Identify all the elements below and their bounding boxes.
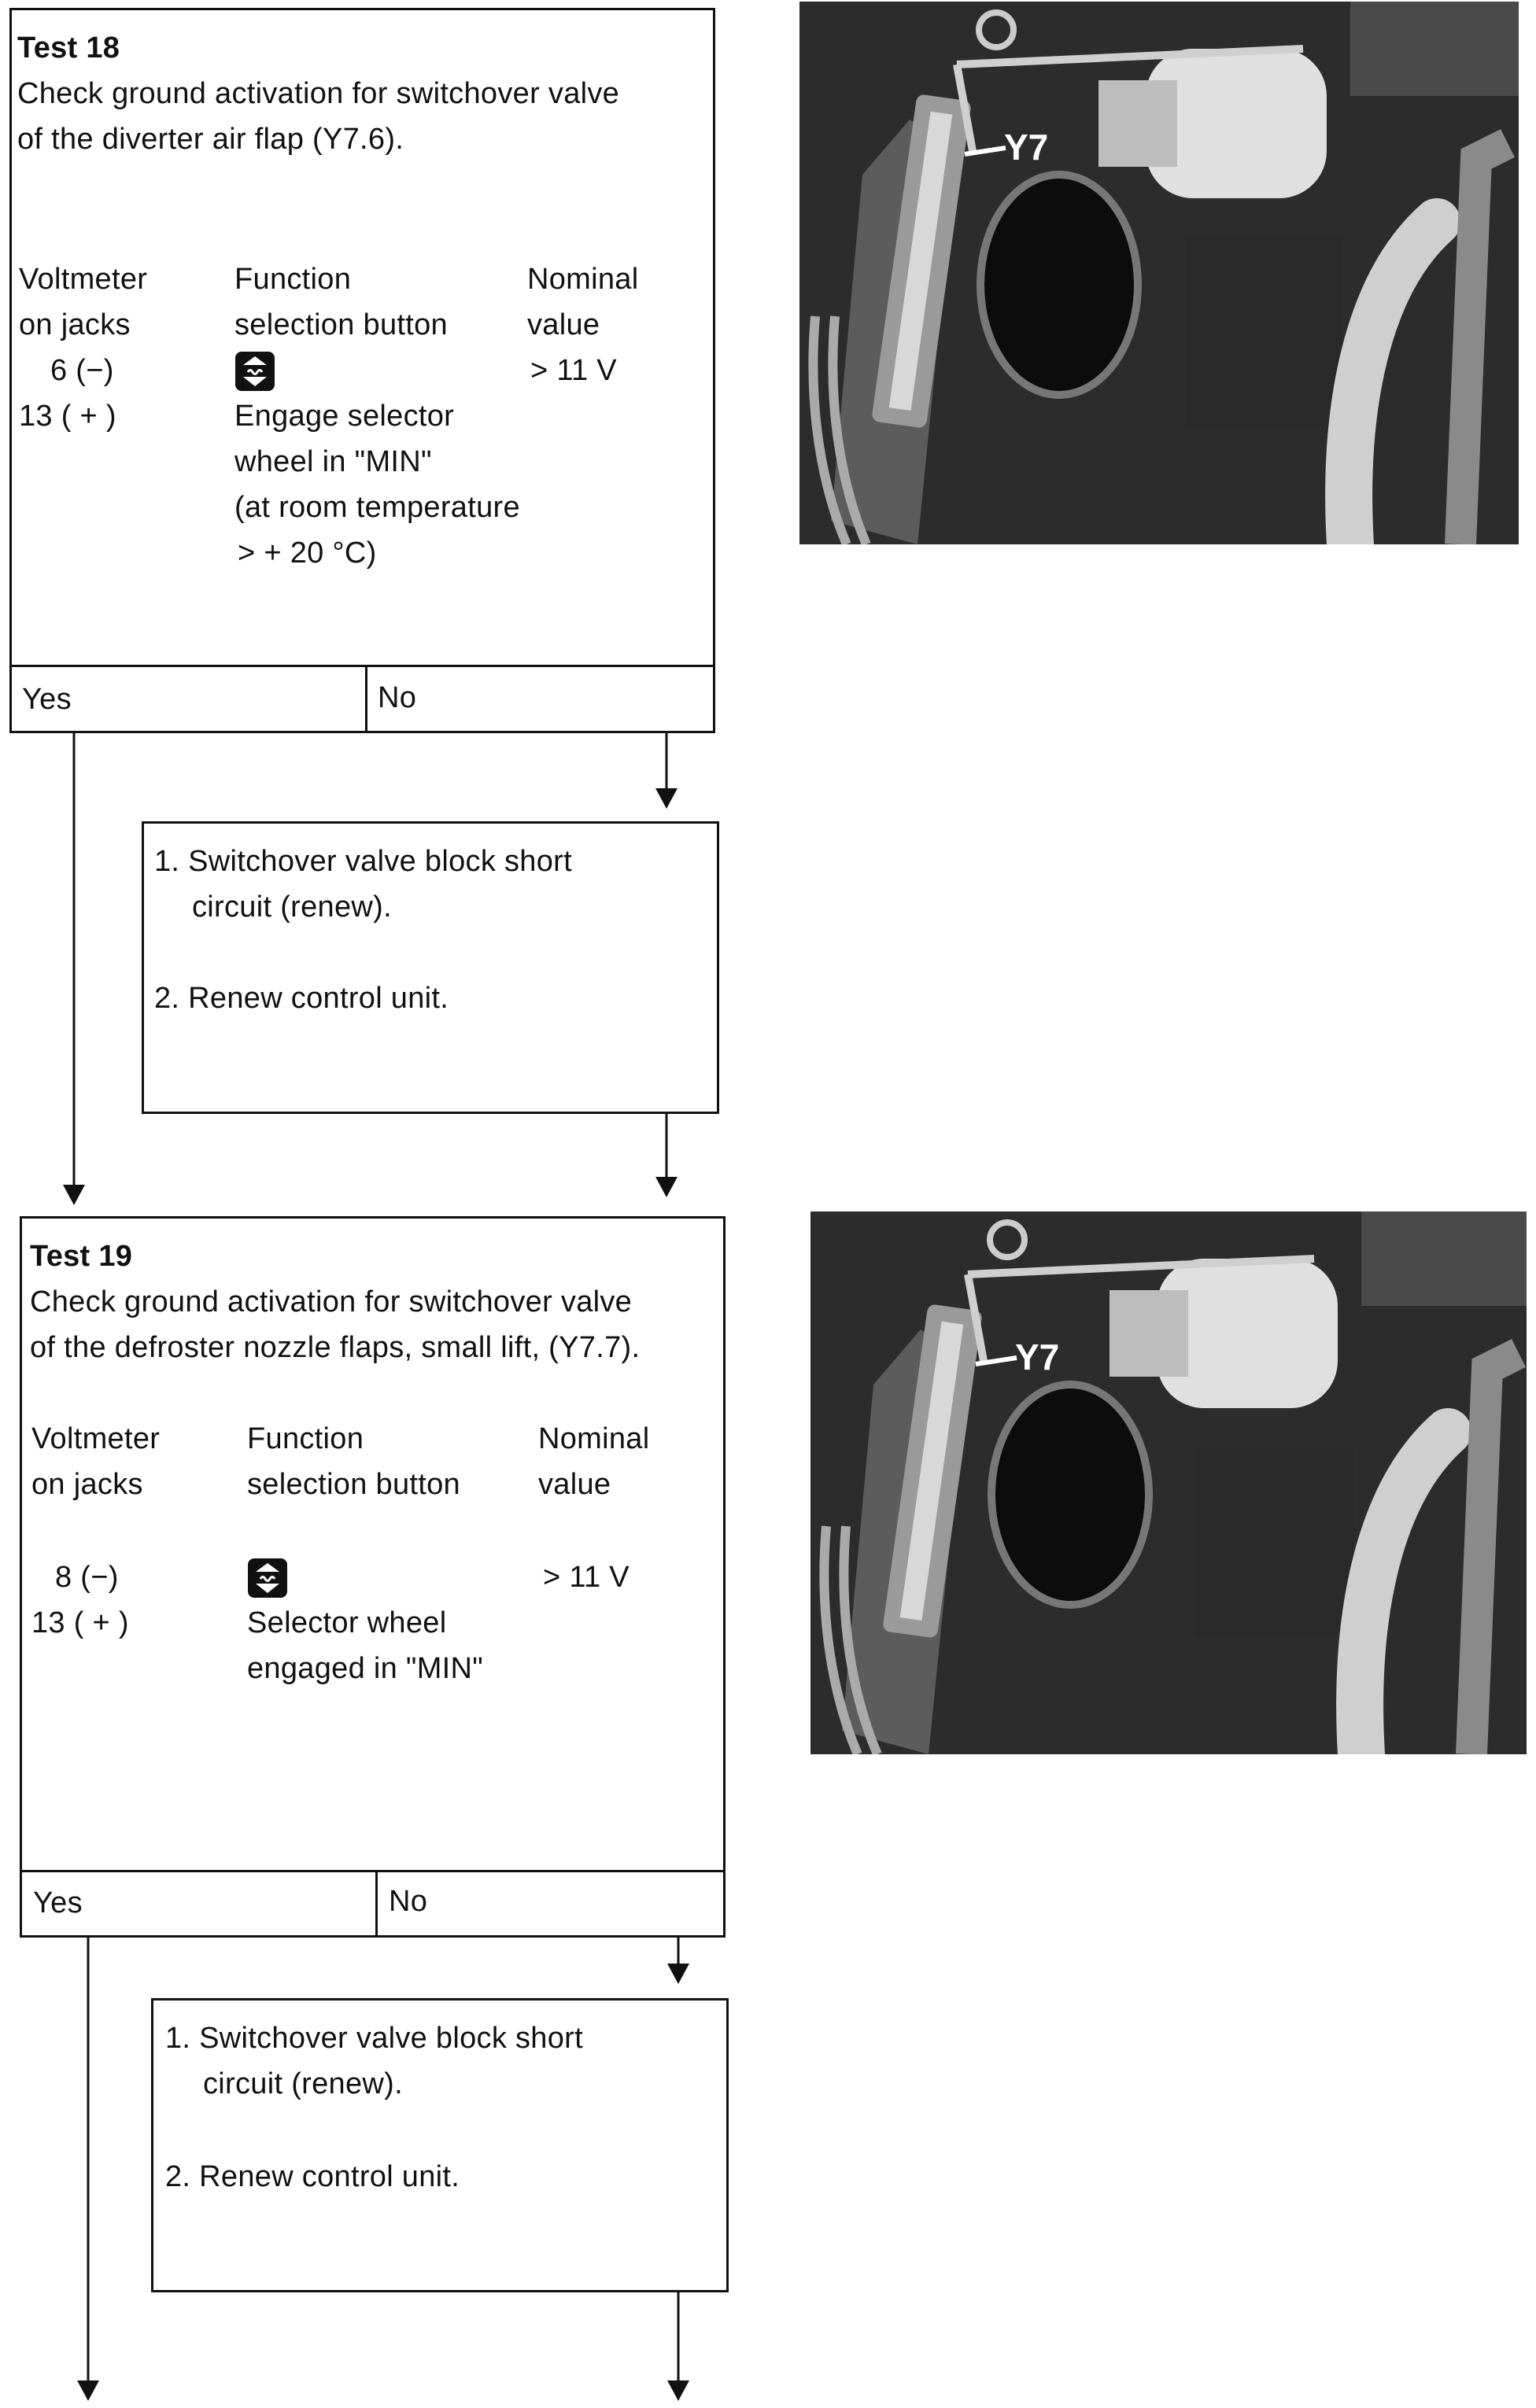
test-18-remedy-line-2: circuit (renew). bbox=[192, 891, 392, 924]
test-19-voltmeter-header-2: on jacks bbox=[31, 1468, 143, 1501]
test-19-remedy-line-2: circuit (renew). bbox=[203, 2067, 403, 2100]
test-18-jack-negative: 6 (−) bbox=[50, 354, 114, 387]
photo-2-label-y7: Y7 bbox=[1015, 1337, 1060, 1377]
valve-block-photo-1 bbox=[799, 2, 1519, 544]
test-18-function-line-4: > + 20 °C) bbox=[238, 537, 377, 570]
valve-block-photo-2 bbox=[810, 1211, 1527, 1754]
test-19-function-line-1: Selector wheel bbox=[247, 1606, 447, 1639]
test-18-function-line-3: (at room temperature bbox=[234, 491, 520, 524]
test-18-function-line-1: Engage selector bbox=[234, 400, 455, 433]
test-18-remedy-line-1: 1. Switchover valve block short bbox=[154, 845, 572, 878]
test-18-remedy-line-3: 2. Renew control unit. bbox=[154, 982, 449, 1015]
test-19-voltmeter-header-1: Voltmeter bbox=[31, 1422, 161, 1455]
test-19-no-arrowhead bbox=[667, 1964, 689, 1984]
defrost-selector-icon bbox=[247, 1558, 288, 1599]
test-19-function-line-2: engaged in "MIN" bbox=[247, 1652, 484, 1685]
test-19-yes-label: Yes bbox=[33, 1886, 83, 1919]
test-18-voltmeter-header-2: on jacks bbox=[19, 308, 131, 341]
test-18-nominal-header-2: value bbox=[527, 308, 600, 341]
test-19-remedy-line-3: 2. Renew control unit. bbox=[165, 2160, 460, 2193]
test-18-jack-positive: 13 ( + ) bbox=[19, 400, 116, 433]
test-19-remedy-line-1: 1. Switchover valve block short bbox=[165, 2022, 583, 2055]
test-19-jack-positive: 13 ( + ) bbox=[31, 1606, 129, 1639]
test-19-answer-divider bbox=[375, 1870, 378, 1935]
test-18-function-header-1: Function bbox=[234, 263, 352, 296]
test-19-no-label: No bbox=[389, 1885, 428, 1918]
test-19-function-header-1: Function bbox=[247, 1422, 364, 1455]
test-19-remedy-arrowhead bbox=[667, 2380, 689, 2401]
test-18-no-label: No bbox=[378, 681, 417, 714]
test-19-nominal-header-2: value bbox=[538, 1468, 611, 1501]
test-18-no-arrowhead bbox=[655, 788, 678, 809]
test-18-remedy-arrowhead bbox=[655, 1177, 678, 1197]
test-18-function-header-2: selection button bbox=[234, 308, 448, 341]
test-19-nominal-header-1: Nominal bbox=[538, 1422, 650, 1455]
test-18-description-line-2: of the diverter air flap (Y7.6). bbox=[17, 123, 404, 156]
test-18-answer-row bbox=[12, 665, 713, 731]
test-19-function-header-2: selection button bbox=[247, 1468, 460, 1501]
test-18-answer-divider bbox=[365, 665, 367, 731]
test-18-title: Test 18 bbox=[17, 31, 120, 65]
test-19-title: Test 19 bbox=[30, 1240, 133, 1273]
test-19-yes-arrowhead bbox=[77, 2380, 99, 2401]
test-18-yes-label: Yes bbox=[22, 683, 72, 716]
test-18-nominal-header-1: Nominal bbox=[527, 263, 639, 296]
test-18-yes-arrowhead bbox=[63, 1185, 85, 1205]
photo-1-label-y7: Y7 bbox=[1004, 127, 1049, 168]
test-19-jack-negative: 8 (−) bbox=[55, 1561, 119, 1594]
test-18-voltmeter-header-1: Voltmeter bbox=[19, 263, 148, 296]
test-18-nominal-value: > 11 V bbox=[530, 354, 617, 387]
test-18-description-line-1: Check ground activation for switchover valve bbox=[17, 77, 620, 110]
test-19-nominal-value: > 11 V bbox=[543, 1561, 630, 1594]
test-18-function-line-2: wheel in "MIN" bbox=[234, 445, 432, 478]
test-19-description-line-1: Check ground activation for switchover valve bbox=[30, 1285, 633, 1318]
test-19-description-line-2: of the defroster nozzle flaps, small lift, (Y7.7). bbox=[30, 1331, 641, 1364]
test-19-answer-row bbox=[22, 1870, 723, 1935]
defrost-selector-icon bbox=[234, 351, 275, 392]
